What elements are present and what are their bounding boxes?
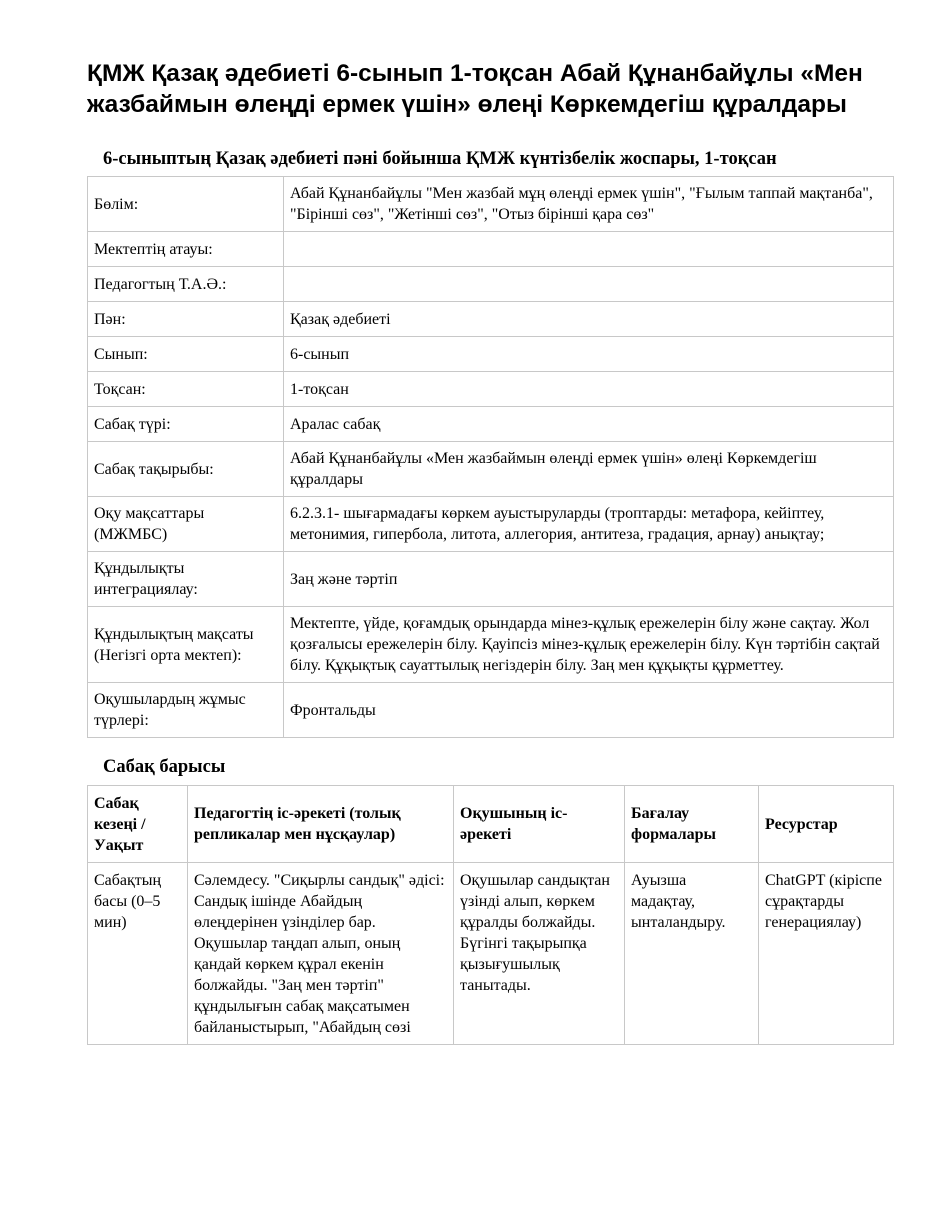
info-label: Сабақ тақырыбы: [88,442,284,497]
info-row-learning-objectives [88,497,894,552]
lesson-info-table [87,176,894,738]
info-row-work-forms [88,683,894,738]
info-value: Мектепте, үйде, қоғамдық орындарда мінез-құлық ережелерін білу және сақтау. Жол қозғалысы ережелерін білу. Қауіпсіз мінез-құлық ережелерін білу. Күн тәртібін сақтай білу. Құқықтық сауаттылық негіздерін білу. Заң мен құқықты құрметтеу. [284,607,894,683]
info-row-subject [88,302,894,337]
column-header-teacher-activity: Педагогтің іс-әрекеті (толық репликалар мен нұсқаулар) [188,786,454,863]
column-header-assessment: Бағалау формалары [625,786,759,863]
info-label: Мектептің атауы: [88,232,284,267]
info-label: Тоқсан: [88,372,284,407]
info-label: Пән: [88,302,284,337]
table-cell: Ауызша мадақтау, ынталандыру. [625,863,759,1045]
info-value: Заң және тәртіп [284,552,894,607]
info-row-school [88,232,894,267]
info-value [284,232,894,267]
document-title: ҚМЖ Қазақ әдебиеті 6-сынып 1-тоқсан Абай Құнанбайұлы «Мен жазбаймын өлеңді ермек үшін» өлеңі Көркемдегіш құралдары [87,60,863,118]
info-value: Фронтальды [284,683,894,738]
info-label: Оқу мақсаттары (МЖМБС) [88,497,284,552]
info-label: Оқушылардың жұмыс түрлері: [88,683,284,738]
info-value: Абай Құнанбайұлы «Мен жазбаймын өлеңді ермек үшін» өлеңі Көркемдегіш құралдары [284,442,894,497]
info-value: Аралас сабақ [284,407,894,442]
info-value: 6.2.3.1- шығармадағы көркем ауыстыруларды (троптарды: метафора, кейіптеу, метонимия, гипербола, литота, аллегория, антитеза, градация, арнау) анықтау; [284,497,894,552]
info-row-value-integration [88,552,894,607]
info-value: Қазақ әдебиеті [284,302,894,337]
column-header-stage: Сабақ кезеңі / Уақыт [88,786,188,863]
table-cell: ChatGPT (кіріспе сұрақтарды генерациялау) [759,863,894,1045]
info-label: Құндылықтың мақсаты (Негізгі орта мектеп): [88,607,284,683]
info-value: 1-тоқсан [284,372,894,407]
table-row [88,863,894,1045]
info-value: Абай Құнанбайұлы "Мен жазбай мұң өлеңді ермек үшін", "Ғылым таппай мақтанба", "Бірінші сөз", "Жетінші сөз", "Отыз бірінші қара сөз" [284,177,894,232]
column-header-resources: Ресурстар [759,786,894,863]
info-row-value-goal [88,607,894,683]
info-value [284,267,894,302]
info-value: 6-сынып [284,337,894,372]
table-cell: Оқушылар сандықтан үзінді алып, көркем құралды болжайды. Бүгінгі тақырыпқа қызығушылық танытады. [454,863,625,1045]
lesson-progress-table [87,785,894,1045]
document-page [87,58,893,1045]
info-label: Құндылықты интеграциялау: [88,552,284,607]
info-row-grade [88,337,894,372]
info-label: Сабақ түрі: [88,407,284,442]
table-cell: Сәлемдесу. "Сиқырлы сандық" әдісі: Сандық ішінде Абайдың өлеңдерінен үзінділер бар. Оқушылар таңдап алып, оның қандай көркем құрал екенін болжайды. "Заң мен тәртіп" құндылығын сабақ мақсатымен байланыстырып, "Абайдың сөзі [188,863,454,1045]
table-cell: Сабақтың басы (0–5 мин) [88,863,188,1045]
info-label: Сынып: [88,337,284,372]
info-row-quarter [88,372,894,407]
info-label: Бөлім: [88,177,284,232]
plan-heading: 6-сыныптың Қазақ әдебиеті пәні бойынша ҚМЖ күнтізбелік жоспары, 1-тоқсан [103,149,777,169]
column-header-student-activity: Оқушының іс-әрекеті [454,786,625,863]
info-row-section [88,177,894,232]
info-label: Педагогтың Т.А.Ә.: [88,267,284,302]
info-row-lesson-topic [88,442,894,497]
table-header-row [88,786,894,863]
info-row-teacher [88,267,894,302]
lesson-progress-heading: Сабақ барысы [103,757,226,777]
info-row-lesson-type [88,407,894,442]
